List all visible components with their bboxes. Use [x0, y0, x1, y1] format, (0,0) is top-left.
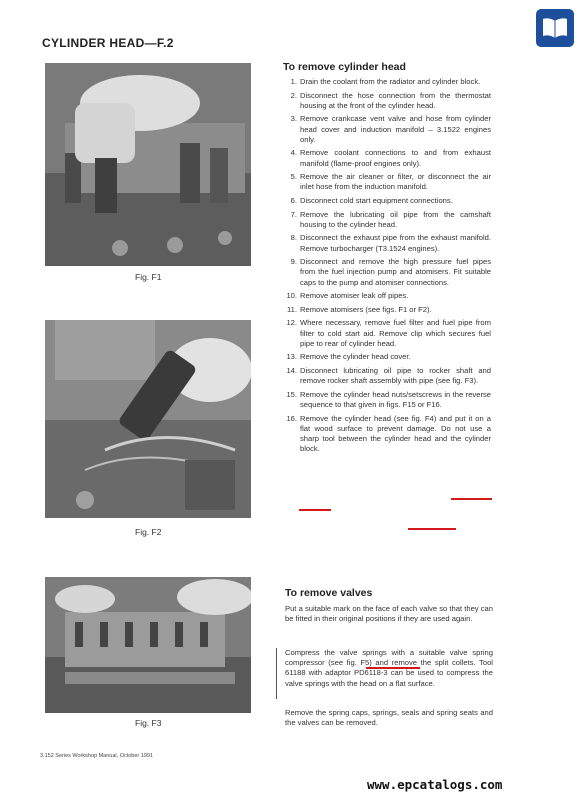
step-2: 2. Disconnect the hose connection from the thermostat housing at the front of the cylinder head.: [290, 90, 491, 110]
step-7: 7. Remove the lubricating oil pipe from the camshaft housing to the cylinder head.: [290, 209, 491, 229]
figure-f2-caption: Fig. F2: [135, 527, 162, 537]
step-16: 16. Remove the cylinder head (see fig. F4) and put it on a flat wood surface to prevent damage. Do not use a sharp tool between the cylinder head and the cylinder block.: [286, 413, 491, 454]
remove-valves-para-3: Remove the spring caps, springs, seals and spring seats and the valves can be removed.: [285, 708, 493, 728]
annotation-underline-see-fig-f4: [408, 528, 456, 530]
step-4: 4. Remove coolant connections to and from exhaust manifold (flame-proof engines only).: [290, 148, 491, 168]
step-15: 15. Remove the cylinder head nuts/setscrews in the reverse sequence to that given in figs. F15 or F16.: [286, 389, 491, 409]
watermark-url: www.epcatalogs.com: [367, 777, 503, 792]
open-book-icon: [536, 9, 574, 47]
remove-valves-para-1: Put a suitable mark on the face of each valve so that they can be fitted in their original positions if they are used again.: [285, 604, 493, 624]
step-6: 6. Disconnect cold start equipment connections.: [290, 195, 453, 205]
remove-valves-heading: To remove valves: [285, 587, 373, 599]
annotation-underline-figs-f15: [451, 498, 492, 500]
figure-f3-photo: [45, 577, 251, 713]
figure-f2-photo: [45, 320, 251, 518]
step-5: 5. Remove the air cleaner or filter, or disconnect the air inlet hose from the induction manifold.: [290, 172, 491, 192]
revision-change-bar: [276, 648, 277, 699]
step-14: 14. Disconnect lubricating oil pipe to rocker shaft and remove rocker shaft assembly with pipe (see fig. F3).: [286, 365, 491, 386]
step-3: 3. Remove crankcase vent valve and hose from cylinder head cover and induction manifold – 3.1522 engines only.: [290, 114, 491, 144]
remove-cylinder-head-heading: To remove cylinder head: [283, 61, 406, 73]
step-11: 11. Remove atomisers (see figs. F1 or F2).: [287, 304, 432, 314]
remove-valves-para-2: Compress the valve springs with a suitable valve spring compressor (see fig. F5) and remove the split collets. Tool 61188 with adaptor PD6118-3 can be used to compress the valve springs with the head on a flat surface.: [285, 648, 493, 688]
page-header-title: CYLINDER HEAD—F.2: [42, 36, 174, 50]
figure-f1-caption: Fig. F1: [135, 272, 162, 282]
step-13: 13. Remove the cylinder head cover.: [286, 352, 411, 362]
step-9: 9. Disconnect and remove the high pressure fuel pipes from the fuel injection pump and atomisers. Fit suitable caps to the pump and atomiser connections.: [290, 257, 491, 287]
footer-manual-note: 3.152 Series Workshop Manual, October 1991: [40, 753, 154, 759]
step-12: 12. Where necessary, remove fuel filter and fuel pipe from filter to cold start aid. Remove clip which secures fuel pipe to rear of cylinder head.: [286, 318, 491, 348]
figure-f1-photo: [45, 63, 251, 266]
remove-cylinder-head-steps: [283, 77, 491, 458]
step-10: 10. Remove atomiser leak off pipes.: [286, 291, 409, 301]
step-1: 1. Drain the coolant from the radiator and cylinder block.: [290, 77, 481, 86]
step-8: 8. Disconnect the exhaust pipe from the exhaust manifold. Remove turbocharger (T3.1524 engines).: [290, 233, 491, 253]
annotation-underline-f16: [299, 509, 331, 511]
figure-f3-caption: Fig. F3: [135, 718, 162, 728]
